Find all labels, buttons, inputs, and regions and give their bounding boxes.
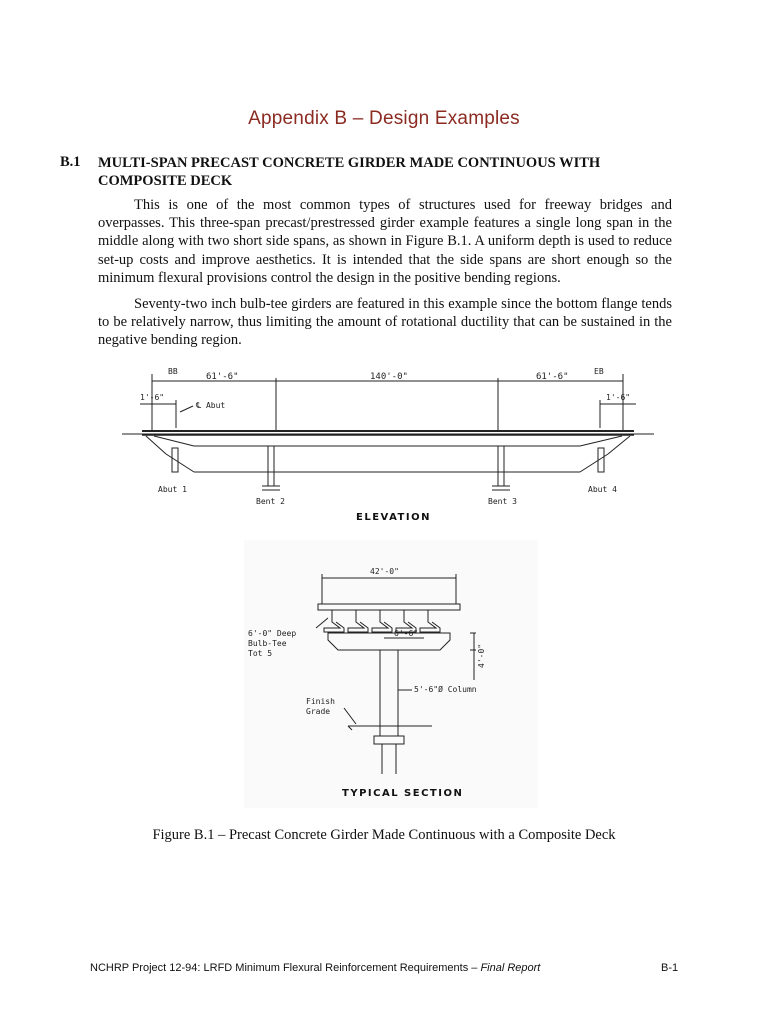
typical-section-drawing [244, 540, 538, 808]
footer-main-text: NCHRP Project 12-94: LRFD Minimum Flexural Reinforcement Requirements – [90, 962, 481, 974]
label-bb: BB [168, 367, 178, 376]
elevation-title: ELEVATION [356, 512, 431, 523]
bent3-label: Bent 3 [488, 497, 517, 506]
span-right-label: 61'-6" [536, 372, 569, 382]
cl-abut-label: ℄ Abut [196, 401, 226, 410]
bent2-label: Bent 2 [256, 497, 285, 506]
figure-caption: Figure B.1 – Precast Concrete Girder Made Continuous with a Composite Deck [152, 827, 616, 843]
paragraph-1-text: This is one of the most common types of structures used for freeway bridges and overpasses. This three-span precast/prestressed girder example features a single long span in the middle along with two short side spans, as shown in Figure B.1. A uniform depth is used to reduce set-up costs and improve aesthetics. It is intended that the side spans are short enough so the minimum flexural provisions control the design in the positive bending regions. [98, 197, 672, 286]
finish-grade-line2: Grade [306, 707, 331, 716]
span-left-label: 61'-6" [206, 372, 239, 382]
cap-width-label: 6'-6" [394, 629, 419, 638]
finish-grade-line1: Finish [306, 697, 335, 706]
elevation-drawing [118, 362, 658, 527]
girder-note-line3: Tot 5 [248, 649, 273, 658]
cap-depth-label: 4'-0" [477, 643, 486, 668]
appendix-title: Appendix B – Design Examples [248, 108, 520, 129]
section-title: MULTI-SPAN PRECAST CONCRETE GIRDER MADE CONTINUOUS WITH COMPOSITE DECK [98, 155, 601, 189]
span-middle-label: 140'-0" [370, 372, 408, 382]
section-number: B.1 [60, 154, 81, 170]
abut4-label: Abut 4 [588, 485, 617, 494]
footer-project [90, 962, 540, 974]
label-eb: EB [594, 367, 604, 376]
page-number: B-1 [661, 962, 679, 974]
paragraph-2-text: Seventy-two inch bulb-tee girders are featured in this example since the bottom flange tends to be relatively narrow, thus limiting the amount of rotational ductility that can be sustained in the negative bending region. [98, 296, 672, 349]
column-label: 5'-6"Ø Column [414, 685, 477, 694]
typical-section-title: TYPICAL SECTION [342, 788, 464, 799]
section-width-label: 42'-0" [370, 567, 399, 576]
abut1-label: Abut 1 [158, 485, 187, 494]
girder-note-line1: 6'-0" Deep [248, 629, 297, 638]
paragraph-1 [98, 196, 672, 287]
offset-left-label: 1'-6" [140, 393, 165, 402]
footer-italic-text: Final Report [480, 962, 541, 974]
paragraph-2 [98, 295, 672, 350]
girder-note-line2: Bulb-Tee [248, 639, 287, 648]
offset-right-label: 1'-6" [606, 393, 631, 402]
